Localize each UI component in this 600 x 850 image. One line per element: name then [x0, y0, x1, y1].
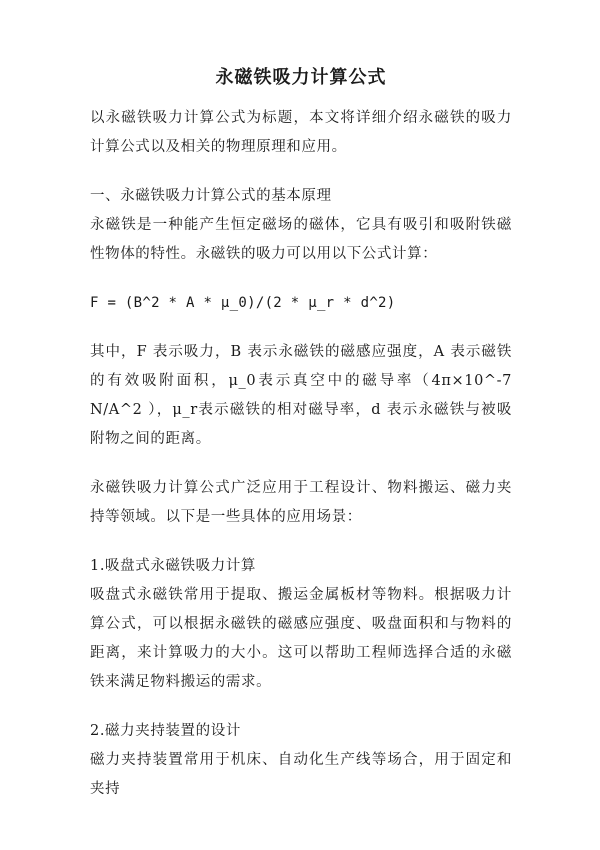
- item-body-suction: 吸盘式永磁铁常用于提取、搬运金属板材等物料。根据吸力计算公式，可以根据永磁铁的磁感应强度、吸盘面积和与物料的距离，来计算吸力的大小。这可以帮助工程师选择合适的永磁铁来满足物料搬运的需求。: [90, 587, 512, 690]
- intro-paragraph: 以永磁铁吸力计算公式为标题，本文将详细介绍永磁铁的吸力计算公式以及相关的物理原理和应用。: [90, 110, 512, 155]
- item-heading-clamp: 2.磁力夹持装置的设计: [90, 723, 241, 739]
- variables-paragraph: 其中，F 表示吸力，B 表示永磁铁的磁感应强度，A 表示磁铁的有效吸附面积，μ_0表示真空中的磁导率（4π×10^-7 N/A^2 ），μ_r表示磁铁的相对磁导率，d 表示永磁铁与被吸附物之间的距离。: [90, 344, 512, 447]
- document-title: 永磁铁吸力计算公式: [215, 67, 387, 88]
- spacer: [90, 318, 512, 338]
- item-body-clamp: 磁力夹持装置常用于机床、自动化生产线等场合，用于固定和夹持: [90, 752, 512, 797]
- spacer: [90, 697, 512, 717]
- item-heading-suction: 1.吸盘式永磁铁吸力计算: [90, 558, 257, 574]
- force-formula: F = (B^2 * A * μ_0)/(2 * μ_r * d^2): [90, 295, 396, 311]
- spacer: [90, 454, 512, 474]
- section-heading-principle: 一、永磁铁吸力计算公式的基本原理: [90, 188, 332, 204]
- applications-paragraph: 永磁铁吸力计算公式广泛应用于工程设计、物料搬运、磁力夹持等领域。以下是一些具体的应用场景：: [90, 480, 512, 525]
- spacer: [90, 162, 512, 182]
- spacer: [90, 532, 512, 552]
- spacer: [90, 269, 512, 289]
- principle-paragraph: 永磁铁是一种能产生恒定磁场的磁体，它具有吸引和吸附铁磁性物体的特性。永磁铁的吸力可以用以下公式计算：: [90, 217, 512, 262]
